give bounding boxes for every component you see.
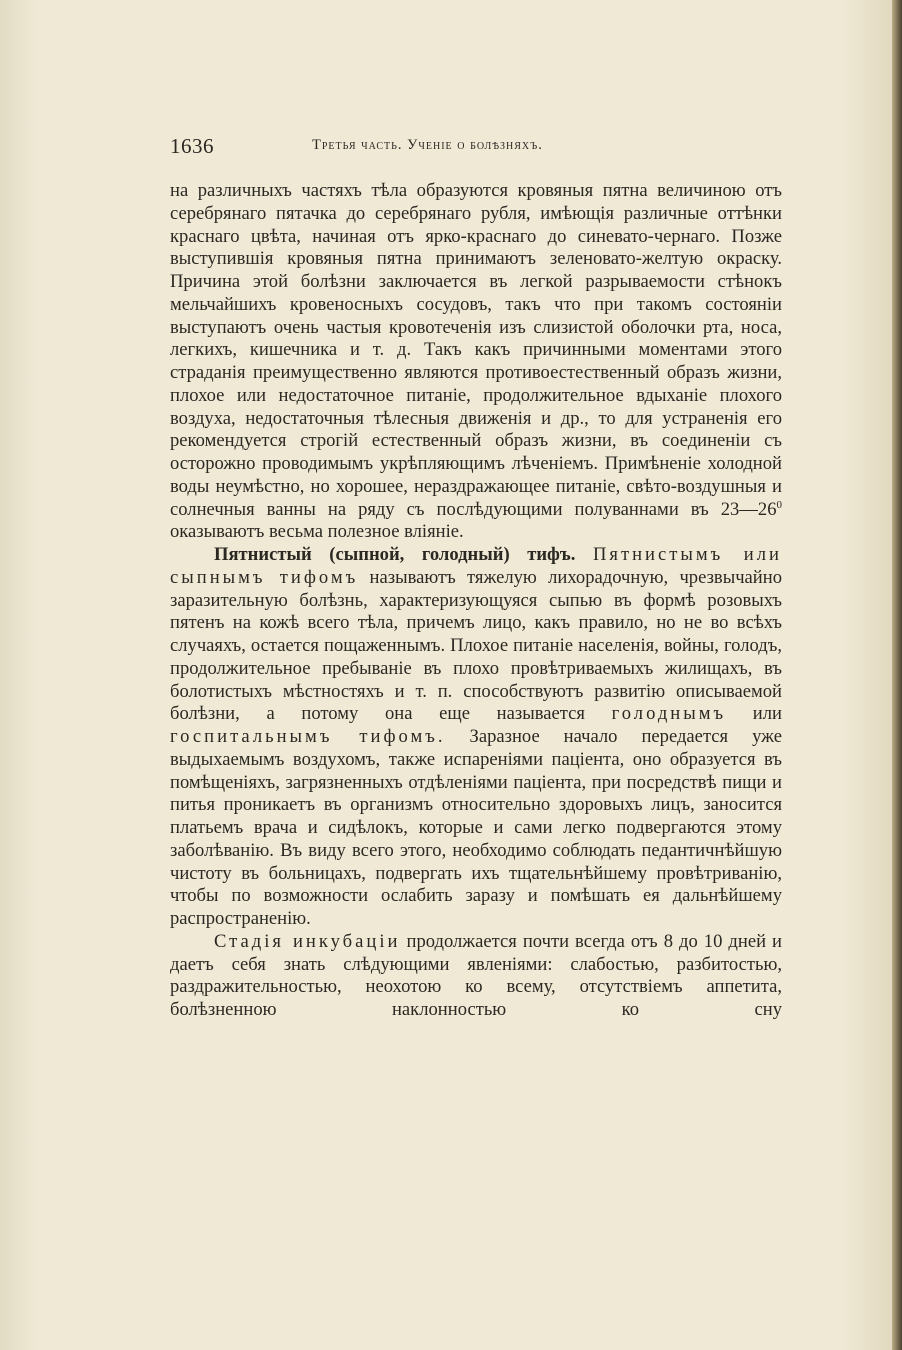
page-number: 1636	[170, 134, 214, 158]
degree-superscript: 0	[776, 498, 782, 511]
paragraph-incubation	[170, 931, 782, 1022]
paragraph-scurvy-continuation	[170, 180, 782, 544]
paragraph-text: или	[726, 703, 782, 725]
spaced-term: Пятнистымъ или сыпнымъ тифомъ	[170, 544, 782, 588]
spaced-term: госпитальнымъ тифомъ.	[170, 726, 446, 747]
paragraph-tail: оказываютъ весьма полезное вліяніе.	[170, 521, 464, 543]
paragraph-text: продолжается почти всегда отъ 8 до 10 дней и даетъ себя знать слѣдующими явленіями: слабостью, разбитостью, раздражительностью, неохотою ко всему, отсутствіемъ аппетита, болѣзненною наклонностью ко сну	[170, 930, 782, 1020]
paragraph-text: Заразное начало передается уже выдыхаемымъ воздухомъ, также испареніями паціента, оно образуется въ помѣщеніяхъ, загрязненныхъ отдѣленіями паціента, при посредствѣ пищи и питья проникаетъ въ организмъ относительно здоровыхъ лицъ, заносится платьемъ врача и сидѣлокъ, которые и сами легко подвергаются этому заболѣванію. Въ виду всего этого, необходимо соблюдать педантичнѣйшую чистоту въ больницахъ, подвергать ихъ тщательнѣйшему провѣтриванію, чтобы по возможности ослабить заразу и помѣшать ея дальнѣйшему распространенію.	[170, 726, 782, 929]
book-spine-edge	[892, 0, 902, 1350]
page-header	[170, 130, 782, 160]
section-heading: Пятнистый (сыпной, голодный) тифъ.	[214, 544, 576, 565]
paragraph-text: на различныхъ частяхъ тѣла образуются кровяныя пятна величиною отъ серебрянаго пятачка до серебрянаго рубля, имѣющія различные оттѣнки краснаго цвѣта, начиная отъ ярко-краснаго до синевато-чернаго. Позже выступившія кровяныя пятна принимаютъ зеленовато-желтую окраску. Причина этой болѣзни заключается въ легкой разрываемости стѣнокъ мельчайшихъ кровеносныхъ сосудовъ, такъ что при такомъ состояніи выступаютъ очень частыя кровотеченія изъ слизистой оболочки рта, носа, легкихъ, кишечника и т. д. Такъ какъ причинными моментами этого страданія преимущественно являются противоестественный образъ жизни, плохое или недостаточное питаніе, продолжительное вдыханіе плохого воздуха, недостаточныя тѣлесныя движенія и др., то для устраненія его рекомендуется строгій естественный образъ жизни, въ соединеніи съ осторожно проводимымъ укрѣпляющимъ лѣченіемъ. Примѣненіе холодной воды неумѣстно, но хорошее, нераздражающее питаніе, свѣто-воздушныя и солнечныя ванны на ряду съ послѣдующими полуваннами въ 23—26	[170, 180, 782, 520]
spaced-term: Стадія инкубаціи	[214, 930, 401, 952]
paragraph-typhus	[170, 544, 782, 931]
paragraph-text: называютъ тяжелую лихорадочную, чрезвычайно заразительную болѣзнь, характеризующуяся сыпью въ формѣ розовыхъ пятенъ на кожѣ всего тѣла, причемъ лицо, какъ правило, но не во всѣхъ случаяхъ, остается пощаженнымъ. Плохое питаніе населенія, войны, голодъ, продолжительное пребываніе въ плохо провѣтриваемыхъ жилищахъ, въ болотистыхъ мѣстностяхъ и т. п. способствуютъ развитію описываемой болѣзни, а потому она еще называется	[170, 566, 783, 725]
body-text	[170, 180, 782, 1022]
running-title: Третья часть. Ученіе о болѣзняхъ.	[312, 137, 543, 153]
spaced-term: голоднымъ	[611, 703, 727, 725]
